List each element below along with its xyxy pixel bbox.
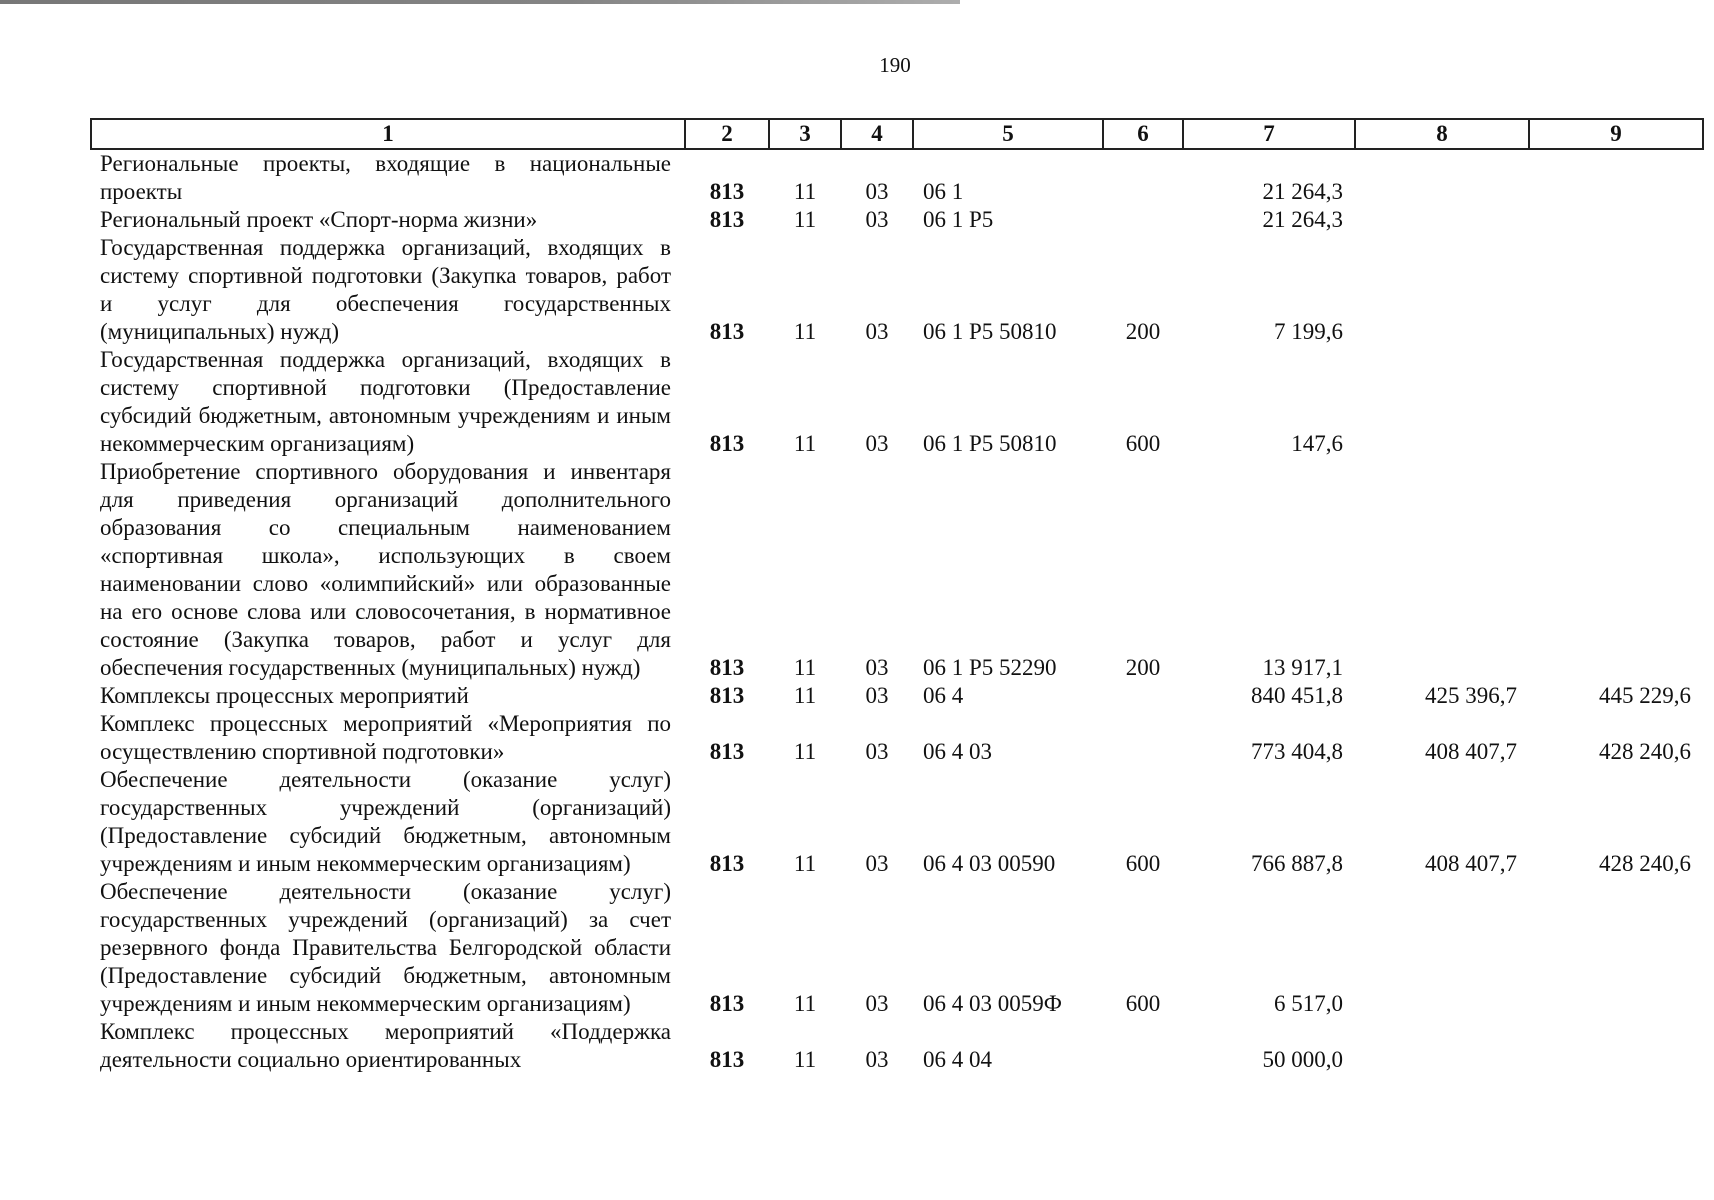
column-header: 4: [841, 119, 913, 149]
section-cell: 11: [793, 739, 817, 764]
amount-col7-cell: 13 917,1: [1262, 655, 1343, 680]
amount-col9-cell: [1529, 206, 1703, 234]
table-row: [91, 206, 1703, 234]
amount-col8-cell: [1355, 206, 1529, 234]
table-row: [91, 878, 1703, 1018]
target-article-cell: 06 1: [923, 179, 964, 204]
subsection-cell: 03: [865, 851, 889, 876]
scan-top-edge: [0, 0, 960, 4]
subsection-cell: 03: [865, 431, 889, 456]
column-header: 7: [1183, 119, 1355, 149]
target-article-cell: 06 4 03 0059Ф: [923, 991, 1062, 1016]
target-article-cell: 06 1 Р5 50810: [923, 319, 1057, 344]
target-article-cell: 06 1 Р5 52290: [923, 655, 1057, 680]
column-header: 3: [769, 119, 841, 149]
subsection-cell: 03: [865, 1047, 889, 1072]
amount-col7-cell: 840 451,8: [1251, 683, 1343, 708]
amount-col9-cell: [1529, 346, 1703, 458]
column-header: 8: [1355, 119, 1529, 149]
subsection-cell: 03: [865, 655, 889, 680]
amount-col7-cell: 147,6: [1291, 431, 1343, 456]
column-header: 5: [913, 119, 1103, 149]
admin-code-cell: 813: [709, 431, 745, 456]
admin-code-cell: 813: [709, 683, 745, 708]
table-body: [91, 149, 1703, 1074]
admin-code-cell: 813: [709, 991, 745, 1016]
section-cell: 11: [793, 431, 817, 456]
subsection-cell: 03: [865, 319, 889, 344]
section-cell: 11: [793, 655, 817, 680]
row-name-cell: Обеспечение деятельности (оказание услуг) государственных учреждений (организаций) (Предоставление субсидий бюджетным, автономным учреждениям и иным некоммерческим организациям): [100, 767, 671, 876]
target-article-cell: 06 4: [923, 683, 964, 708]
row-name-cell: Государственная поддержка организаций, входящих в систему спортивной подготовки (Предоставление субсидий бюджетным, автономным учреждениям и иным некоммерческим организациям): [100, 347, 671, 456]
admin-code-cell: 813: [709, 319, 745, 344]
amount-col7-cell: 21 264,3: [1262, 179, 1343, 204]
row-name-cell: Региональный проект «Спорт-норма жизни»: [100, 207, 538, 232]
expense-type-cell: 600: [1125, 991, 1161, 1016]
column-header: 6: [1103, 119, 1183, 149]
column-header: 9: [1529, 119, 1703, 149]
admin-code-cell: 813: [709, 739, 745, 764]
section-cell: 11: [793, 991, 817, 1016]
admin-code-cell: 813: [709, 851, 745, 876]
table-row: [91, 710, 1703, 766]
amount-col7-cell: 6 517,0: [1274, 991, 1343, 1016]
amount-col7-cell: 766 887,8: [1251, 851, 1343, 876]
expense-type-cell: 200: [1125, 655, 1161, 680]
amount-col8-cell: [1355, 149, 1529, 206]
table-row: [91, 682, 1703, 710]
amount-col9-cell: [1529, 878, 1703, 1018]
amount-col7-cell: 50 000,0: [1262, 1047, 1343, 1072]
subsection-cell: 03: [865, 207, 889, 232]
section-cell: 11: [793, 1047, 817, 1072]
expense-type-cell: [1103, 206, 1183, 234]
expense-type-cell: [1103, 149, 1183, 206]
subsection-cell: 03: [865, 179, 889, 204]
admin-code-cell: 813: [709, 179, 745, 204]
row-name-cell: Региональные проекты, входящие в национальные проекты: [100, 151, 671, 204]
amount-col8-cell: [1355, 458, 1529, 682]
amount-col7-cell: 7 199,6: [1274, 319, 1343, 344]
section-cell: 11: [793, 851, 817, 876]
expense-type-cell: 200: [1125, 319, 1161, 344]
subsection-cell: 03: [865, 683, 889, 708]
row-name-cell: Комплекс процессных мероприятий «Мероприятия по осуществлению спортивной подготовки»: [100, 711, 671, 764]
table-header-row: [91, 119, 1703, 149]
target-article-cell: 06 4 04: [923, 1047, 992, 1072]
expense-type-cell: 600: [1125, 851, 1161, 876]
budget-table: [90, 118, 1704, 1074]
target-article-cell: 06 4 03 00590: [923, 851, 1056, 876]
table-row: [91, 234, 1703, 346]
admin-code-cell: 813: [709, 207, 745, 232]
amount-col8-cell: 408 407,7: [1425, 739, 1517, 764]
amount-col8-cell: 425 396,7: [1425, 683, 1517, 708]
table-row: [91, 458, 1703, 682]
amount-col9-cell: 428 240,6: [1599, 851, 1691, 876]
section-cell: 11: [793, 207, 817, 232]
expense-type-cell: [1103, 682, 1183, 710]
amount-col8-cell: 408 407,7: [1425, 851, 1517, 876]
amount-col8-cell: [1355, 1018, 1529, 1074]
amount-col7-cell: 773 404,8: [1251, 739, 1343, 764]
expense-type-cell: [1103, 1018, 1183, 1074]
row-name-cell: Комплексы процессных мероприятий: [100, 683, 469, 708]
target-article-cell: 06 1 Р5 50810: [923, 431, 1057, 456]
amount-col9-cell: [1529, 458, 1703, 682]
amount-col9-cell: [1529, 149, 1703, 206]
expense-type-cell: [1103, 710, 1183, 766]
table-row: [91, 1018, 1703, 1074]
column-header: 1: [91, 119, 685, 149]
amount-col9-cell: 428 240,6: [1599, 739, 1691, 764]
section-cell: 11: [793, 179, 817, 204]
section-cell: 11: [793, 683, 817, 708]
table-row: [91, 149, 1703, 206]
amount-col8-cell: [1355, 878, 1529, 1018]
section-cell: 11: [793, 319, 817, 344]
table-row: [91, 766, 1703, 878]
amount-col7-cell: 21 264,3: [1262, 207, 1343, 232]
admin-code-cell: 813: [709, 655, 745, 680]
row-name-cell: Обеспечение деятельности (оказание услуг) государственных учреждений (организаций) за счет резервного фонда Правительства Белгородской области (Предоставление субсидий бюджетным, автономным учреждениям и иным некоммерческим организациям): [100, 879, 671, 1016]
row-name-cell: Комплекс процессных мероприятий «Поддержка деятельности социально ориентированных: [100, 1019, 671, 1072]
subsection-cell: 03: [865, 991, 889, 1016]
row-name-cell: Приобретение спортивного оборудования и инвентаря для приведения организаций дополнительного образования со специальным наименованием «спортивная школа», использующих в своем наименовании слово «олимпийский» или образованные на его основе слова или словосочетания, в нормативное состояние (Закупка товаров, работ и услуг для обеспечения государственных (муниципальных) нужд): [100, 459, 671, 680]
amount-col8-cell: [1355, 234, 1529, 346]
admin-code-cell: 813: [709, 1047, 745, 1072]
amount-col9-cell: [1529, 1018, 1703, 1074]
expense-type-cell: 600: [1125, 431, 1161, 456]
row-name-cell: Государственная поддержка организаций, входящих в систему спортивной подготовки (Закупка товаров, работ и услуг для обеспечения государственных (муниципальных) нужд): [100, 235, 671, 344]
page-number: 190: [879, 53, 911, 77]
amount-col9-cell: 445 229,6: [1599, 683, 1691, 708]
target-article-cell: 06 1 Р5: [923, 207, 994, 232]
table-row: [91, 346, 1703, 458]
column-header: 2: [685, 119, 769, 149]
subsection-cell: 03: [865, 739, 889, 764]
target-article-cell: 06 4 03: [923, 739, 992, 764]
amount-col9-cell: [1529, 234, 1703, 346]
amount-col8-cell: [1355, 346, 1529, 458]
